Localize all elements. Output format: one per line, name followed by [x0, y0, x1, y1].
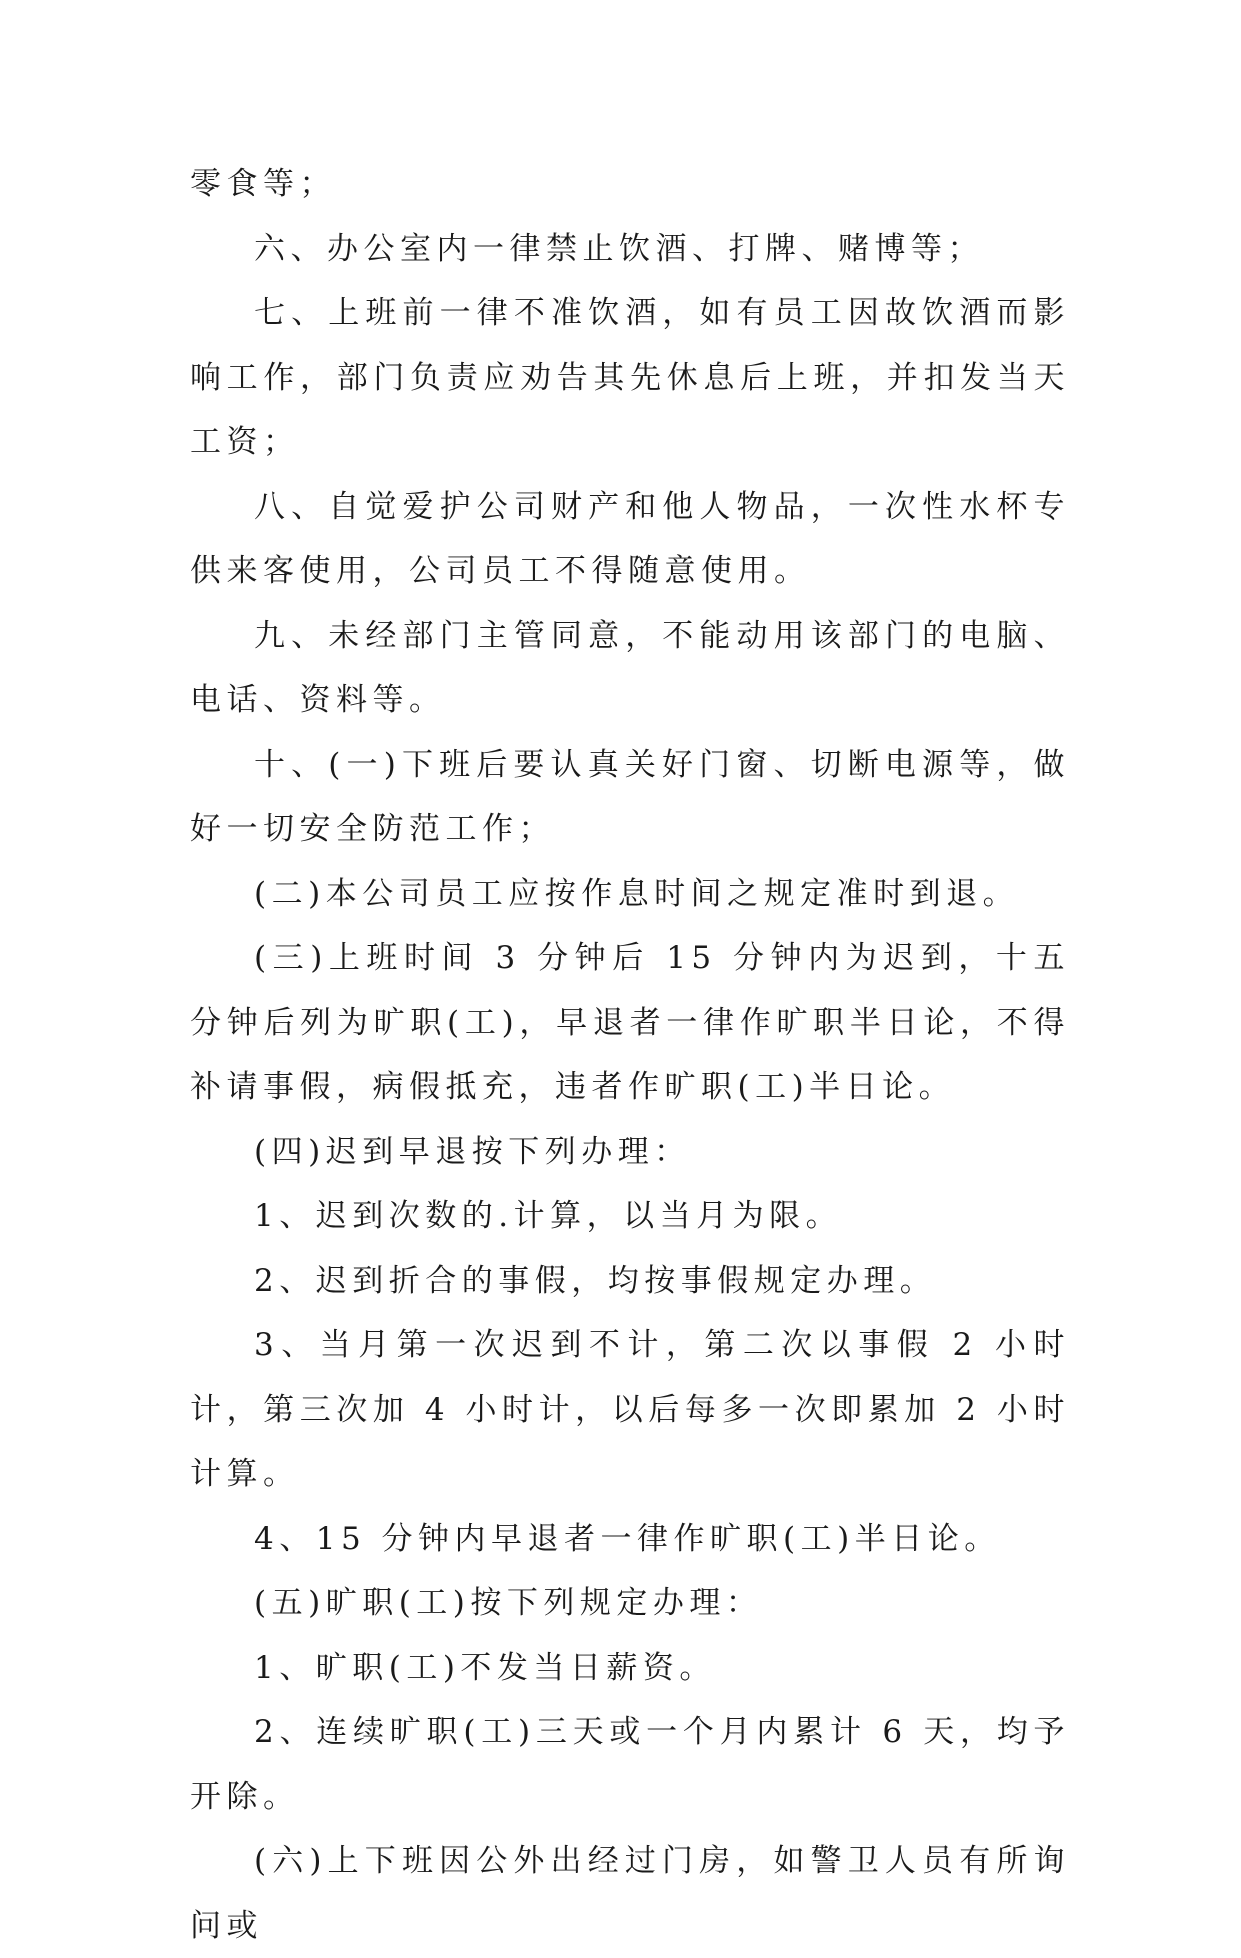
list-item-late-2: 2、迟到折合的事假，均按事假规定办理。	[254, 1262, 937, 1299]
paragraph-rule-10-2: (二)本公司员工应按作息时间之规定准时到退。	[254, 875, 1020, 912]
paragraph-rule-9: 九、未经部门主管同意，不能动用该部门的电脑、电话、资料等。	[190, 617, 1070, 718]
paragraph-rule-10-5: (五)旷职(工)按下列规定办理：	[254, 1585, 763, 1621]
document-page	[190, 152, 1070, 1958]
paragraph-rule-8: 八、自觉爱护公司财产和他人物品，一次性水杯专供来客使用，公司员工不得随意使用。	[190, 488, 1070, 589]
list-item-absence-1: 1、旷职(工)不发当日薪资。	[254, 1649, 716, 1686]
list-item-late-3: 3、当月第一次迟到不计，第二次以事假 2 小时计，第三次加 4 小时计，以后每多一次即累加 2 小时计算。	[190, 1327, 1070, 1492]
paragraph-snacks-continuation: 零食等；	[190, 166, 336, 202]
paragraph-rule-10-6: (六)上下班因公外出经过门房，如警卫人员有所询问或	[190, 1843, 1070, 1944]
list-item-absence-2: 2、连续旷职(工)三天或一个月内累计 6 天，均予开除。	[190, 1714, 1070, 1815]
paragraph-rule-7: 七、上班前一律不准饮酒，如有员工因故饮酒而影响工作，部门负责应劝告其先休息后上班，并扣发当天工资；	[190, 295, 1070, 460]
paragraph-rule-6: 六、办公室内一律禁止饮酒、打牌、赌博等；	[254, 230, 984, 267]
paragraph-rule-10-1: 十、(一)下班后要认真关好门窗、切断电源等，做好一切安全防范工作；	[190, 746, 1070, 847]
list-item-late-4: 4、15 分钟内早退者一律作旷职(工)半日论。	[254, 1520, 1001, 1557]
paragraph-rule-10-3: (三)上班时间 3 分钟后 15 分钟内为迟到，十五分钟后列为旷职(工)，早退者一律作旷职半日论，不得补请事假，病假抵充，违者作旷职(工)半日论。	[190, 940, 1070, 1105]
list-item-late-1: 1、迟到次数的.计算，以当月为限。	[254, 1198, 843, 1234]
paragraph-rule-10-4: (四)迟到早退按下列办理：	[254, 1133, 691, 1170]
